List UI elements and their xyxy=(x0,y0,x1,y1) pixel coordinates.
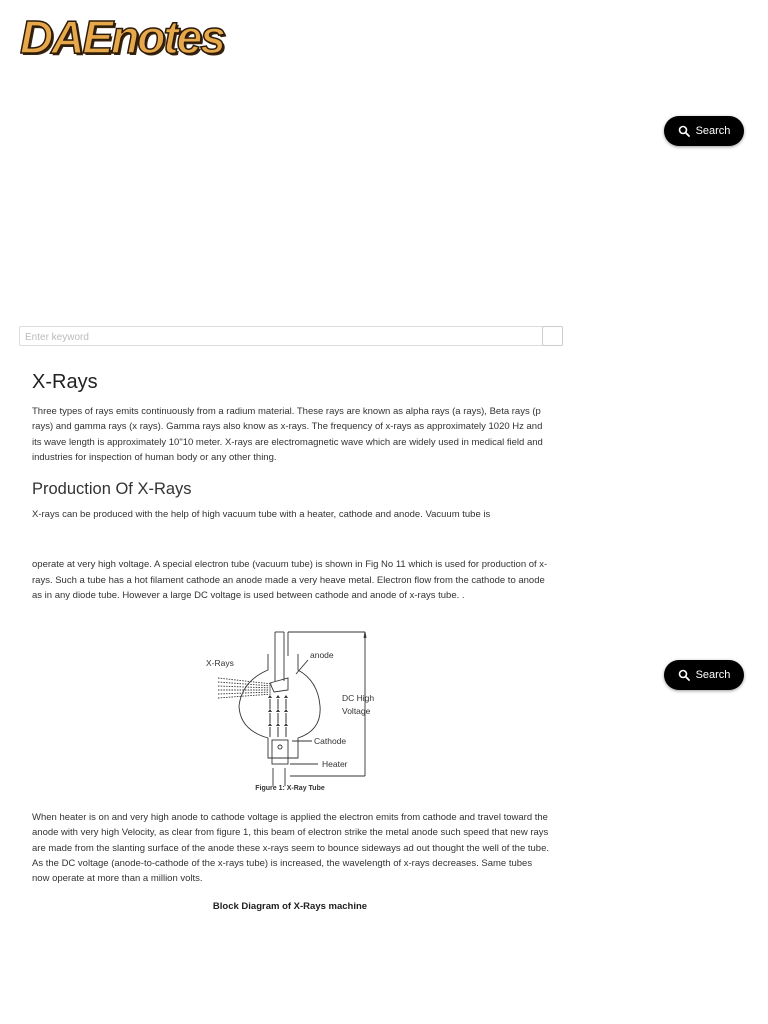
paragraph-2: operate at very high voltage. A special electron tube (vacuum tube) is shown in Fig No 11 which is used for production of x-rays. Such a tube has a hot filament cathode an anode made a very heave metal. Electron flow from the cathode to anode as in any diode tube. However a large DC voltage is used between cathode and anode of x-rays tube. . xyxy=(32,559,548,602)
page-title: X-Rays xyxy=(32,371,98,393)
paragraph-1: X-rays can be produced with the help of high vacuum tube with a heater, cathode and anode. Vacuum tube is xyxy=(32,509,491,521)
search-button-floating[interactable] xyxy=(664,660,744,690)
paragraph-3: When heater is on and very high anode to cathode voltage is applied the electron emits from cathode and travel toward the anode with very high Velocity, as clear from figure 1, this beam of electron strike the metal anode such speed that new rays are made from the slanting surface of the anode these x-rays seem to bounce sideways ad out thought the well of the tube. As the DC voltage (anode-to-cathode of the x-rays tube) is increased, the wavelength of x-rays decreases. Same tubes now operate at more than a million volts. xyxy=(32,812,550,885)
label-heater: Heater xyxy=(322,759,348,769)
article-content xyxy=(32,370,552,603)
site-logo[interactable] xyxy=(20,12,224,62)
search-icon xyxy=(678,669,690,681)
search-submit-button[interactable] xyxy=(542,326,563,346)
label-anode: anode xyxy=(310,650,334,660)
figure-caption: Figure 1: X-Ray Tube xyxy=(255,785,325,792)
label-dc-high: DC High xyxy=(342,693,375,703)
label-cathode: Cathode xyxy=(314,736,347,746)
search-icon xyxy=(678,125,690,137)
logo-text: DAEnotes xyxy=(20,11,224,63)
search-button-label: Search xyxy=(695,669,731,681)
search-button-label: Search xyxy=(695,125,731,137)
search-button-top[interactable] xyxy=(664,116,744,146)
intro-paragraph: Three types of rays emits continuously from a radium material. These rays are known as alpha rays (a rays), Beta rays (p rays) and gamma rays (x rays). Gamma rays also know as x-rays. The frequency of x-rays as approximately 1020 Hz and its wave length is approximately 10"10 meter. X-rays are electromagnetic wave which are widely used in medical field and industries for inspection of human body or any other thing. xyxy=(32,406,543,463)
article-content-lower xyxy=(32,810,552,886)
section-title: Production Of X-Rays xyxy=(32,480,192,499)
xray-tube-figure xyxy=(200,626,385,796)
label-xrays: X-Rays xyxy=(206,658,234,668)
block-diagram-title: Block Diagram of X-Rays machine xyxy=(212,901,368,912)
label-voltage: Voltage xyxy=(342,706,371,716)
search-bar xyxy=(19,326,563,346)
search-input[interactable] xyxy=(20,329,525,347)
